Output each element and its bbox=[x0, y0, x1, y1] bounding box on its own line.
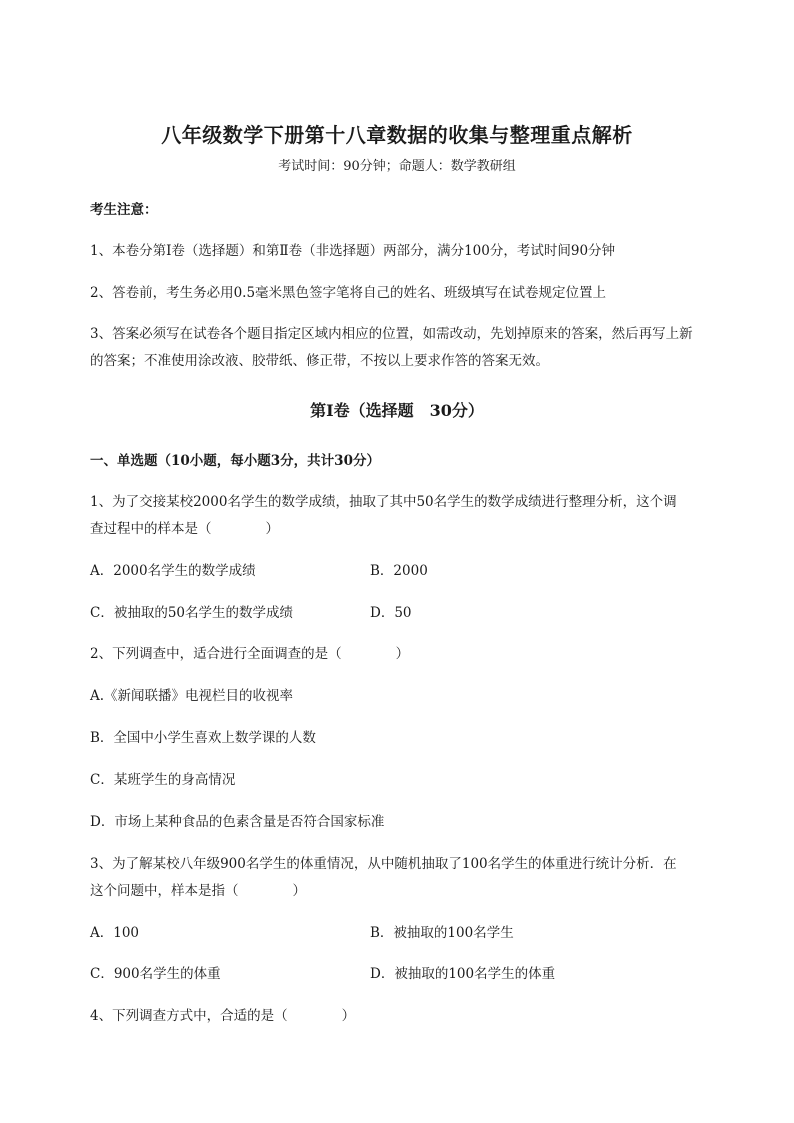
question-3-option-b: B．被抽取的100名学生 bbox=[370, 925, 514, 941]
question-2-option-c: C．某班学生的身高情况 bbox=[90, 772, 236, 788]
question-1-text-cont: 查过程中的样本是（ ） bbox=[90, 521, 279, 537]
question-2-option-b: B．全国中小学生喜欢上数学课的人数 bbox=[90, 730, 316, 746]
notice-item-3: 3、答案必须写在试卷各个题目指定区域内相应的位置，如需改动，先划掉原来的答案，然后再写上新 bbox=[90, 326, 693, 342]
question-1-text: 1、为了交接某校2000名学生的数学成绩，抽取了其中50名学生的数学成绩进行整理分析，这个调 bbox=[90, 494, 677, 510]
notice-item-1: 1、本卷分第I卷（选择题）和第Ⅱ卷（非选择题）两部分，满分100分，考试时间90分钟 bbox=[90, 243, 616, 259]
question-1-option-b: B．2000 bbox=[370, 563, 428, 579]
question-1-option-a: A．2000名学生的数学成绩 bbox=[90, 563, 256, 579]
question-2-text: 2、下列调查中，适合进行全面调查的是（ ） bbox=[90, 646, 410, 662]
part-heading: 一、单选题（10小题，每小题3分，共计30分） bbox=[90, 453, 380, 469]
question-4-text: 4、下列调查方式中，合适的是（ ） bbox=[90, 1008, 356, 1024]
question-3-text-cont: 这个问题中，样本是指（ ） bbox=[90, 883, 306, 899]
question-3-option-c: C．900名学生的体重 bbox=[90, 966, 221, 982]
question-2-option-d: D．市场上某种食品的色素含量是否符合国家标准 bbox=[90, 814, 385, 830]
question-3-text: 3、为了解某校八年级900名学生的体重情况，从中随机抽取了100名学生的体重进行统计分析．在 bbox=[90, 856, 677, 872]
notice-item-2: 2、答卷前，考生务必用0.5毫米黑色签字笔将自己的姓名、班级填写在试卷规定位置上 bbox=[90, 285, 607, 301]
page-title: 八年级数学下册第十八章数据的收集与整理重点解析 bbox=[161, 123, 633, 147]
notice-heading: 考生注意： bbox=[90, 202, 158, 218]
section-title: 第I卷（选择题 30分） bbox=[310, 401, 484, 420]
notice-item-3-cont: 的答案；不准使用涂改液、胶带纸、修正带，不按以上要求作答的答案无效。 bbox=[90, 353, 549, 369]
question-1-option-c: C．被抽取的50名学生的数学成绩 bbox=[90, 605, 294, 621]
question-3-option-d: D．被抽取的100名学生的体重 bbox=[370, 966, 556, 982]
question-3-option-a: A．100 bbox=[90, 925, 140, 941]
exam-info: 考试时间：90分钟；命题人：数学教研组 bbox=[278, 159, 516, 174]
question-1-option-d: D．50 bbox=[370, 605, 412, 621]
question-2-option-a: A.《新闻联播》电视栏目的收视率 bbox=[90, 688, 294, 704]
